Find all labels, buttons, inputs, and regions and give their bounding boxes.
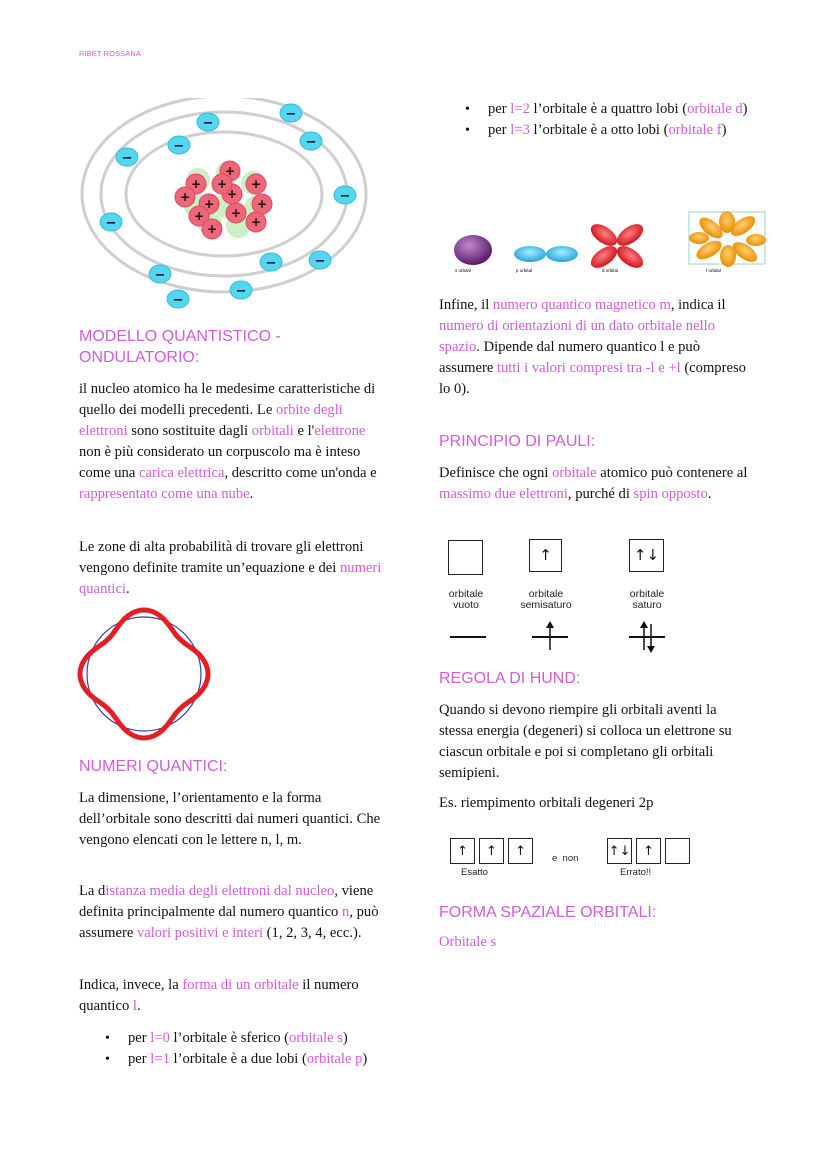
electron: −	[314, 254, 326, 269]
paragraph-nucleo: il nucleo atomico ha le medesime caratteristiche di quello dei modelli precedenti. Le orbite degli elettroni sono sostituite dagli orbitali e l'elettrone non è più considerato un corpuscolo ma è inteso come una carica elettrica, descritto come un'onda e rappresentato come una nube.	[79, 381, 377, 502]
hund-correct-box: ↑	[479, 838, 504, 864]
electron: −	[339, 189, 351, 204]
electron: −	[154, 268, 166, 283]
electron: −	[305, 135, 317, 150]
electron: −	[202, 116, 214, 131]
list-item: • per l=3 l’orbitale è a otto lobi (orbitale f)	[439, 120, 749, 141]
proton: +	[250, 177, 262, 191]
paragraph-zone-probabilita: Le zone di alta probabilità di trovare gli elettroni vengono definite tramite un’equazione e dei numeri quantici.	[79, 539, 382, 597]
hund-wrong-box: ↑	[636, 838, 661, 864]
heading-forma-spaziale: FORMA SPAZIALE ORBITALI:	[439, 904, 657, 921]
paragraph-numero-m: Infine, il numero quantico magnetico m, indica il numero di orientazioni di un dato orbitale nello spazio. Dipende dal numero quantico l e può assumere tutti i valori compresi tra -l e +l (compreso lo 0).	[439, 297, 746, 397]
proton: +	[193, 209, 205, 223]
paragraph-pauli: Definisce che ogni orbitale atomico può contenere al massimo due elettroni, purché di spin opposto.	[439, 465, 748, 502]
proton: +	[224, 164, 236, 178]
list-item: • per l=1 l’orbitale è a due lobi (orbitale p)	[79, 1049, 385, 1070]
electron: −	[105, 216, 117, 231]
orbital-energy-lines	[446, 620, 671, 656]
subheading-orbitale-s: Orbitale s	[439, 934, 497, 950]
heading-numeri-quantici: NUMERI QUANTICI:	[79, 758, 228, 775]
heading-regola-hund: REGOLA DI HUND:	[439, 670, 581, 687]
arrow-updown-icon: ↑↓	[633, 546, 660, 564]
label-e-non: e non	[552, 853, 579, 864]
half-filled-orbital-box	[529, 539, 562, 572]
hund-wrong-box: ↑↓	[607, 838, 632, 864]
bullet-list-l-values-left	[79, 1028, 385, 1070]
author-name: RIBET ROSSANA	[79, 49, 142, 58]
proton: +	[190, 177, 202, 191]
paragraph-numero-n: La distanza media degli elettroni dal nucleo, viene definita principalmente dal numero quantico n, può assumere valori positivi e interi (1, 2, 3, 4, ecc.).	[79, 883, 379, 941]
proton: +	[250, 215, 262, 229]
proton: +	[216, 177, 228, 191]
list-item: • per l=2 l’orbitale è a quattro lobi (orbitale d)	[439, 99, 749, 120]
label-orbitale-semisaturo: orbitale semisaturo	[520, 588, 572, 611]
s-orbital-label: s orbital	[455, 268, 471, 273]
label-esatto: Esatto	[461, 867, 488, 878]
d-orbital-icon	[587, 220, 647, 272]
paragraph-numero-l: Indica, invece, la forma di un orbitale il numero quantico l.	[79, 977, 359, 1014]
proton: +	[203, 197, 215, 211]
full-orbital-box	[629, 539, 664, 572]
label-errato: Errato!!	[620, 867, 652, 878]
proton: +	[179, 190, 191, 204]
proton: +	[230, 206, 242, 220]
electron-wave-illustration	[76, 605, 212, 743]
electron: −	[265, 256, 277, 271]
electron: −	[172, 293, 184, 308]
electron: −	[235, 284, 247, 299]
atom-model-illustration	[78, 98, 378, 312]
proton: +	[226, 187, 238, 201]
heading-principio-pauli: PRINCIPIO DI PAULI:	[439, 433, 596, 450]
p-orbital-icon	[514, 246, 578, 262]
atom-nucleus	[175, 161, 272, 239]
electron: −	[285, 107, 297, 122]
orbital-shapes-illustration	[449, 210, 767, 278]
f-orbital-label: f orbital	[706, 268, 721, 273]
paragraph-dimensione: La dimensione, l’orientamento e la forma dell’orbitale sono descritti dai numeri quantici. Che vengono elencati con le lettere n, l, m.	[79, 790, 381, 848]
electron: −	[173, 139, 185, 154]
hund-correct-box: ↑	[450, 838, 475, 864]
label-orbitale-saturo: orbitale saturo	[629, 588, 665, 611]
paragraph-hund: Quando si devono riempire gli orbitali aventi la stessa energia (degeneri) si colloca un elettrone su ciascun orbitale e poi si completano gli orbitali semipieni.	[439, 702, 732, 781]
proton: +	[206, 222, 218, 236]
hund-wrong-box	[665, 838, 690, 864]
f-orbital-icon	[689, 211, 766, 267]
bullet-list-l-values-right	[439, 99, 749, 141]
paragraph-esempio: Es. riempimento orbitali degeneri 2p	[439, 795, 654, 811]
s-orbital-icon	[454, 235, 492, 265]
arrow-up-icon: ↑	[539, 546, 552, 564]
hund-correct-box: ↑	[508, 838, 533, 864]
electron: −	[121, 151, 133, 166]
proton: +	[256, 197, 268, 211]
list-item: • per l=0 l’orbitale è sferico (orbitale s)	[79, 1028, 385, 1049]
d-orbital-label: d orbital	[602, 268, 619, 273]
label-orbitale-vuoto: orbitale vuoto	[448, 588, 484, 611]
heading-modello-quantistico: MODELLO QUANTISTICO - ONDULATORIO:	[79, 328, 281, 366]
p-orbital-label: p orbital	[516, 268, 533, 273]
empty-orbital-box	[448, 540, 483, 575]
